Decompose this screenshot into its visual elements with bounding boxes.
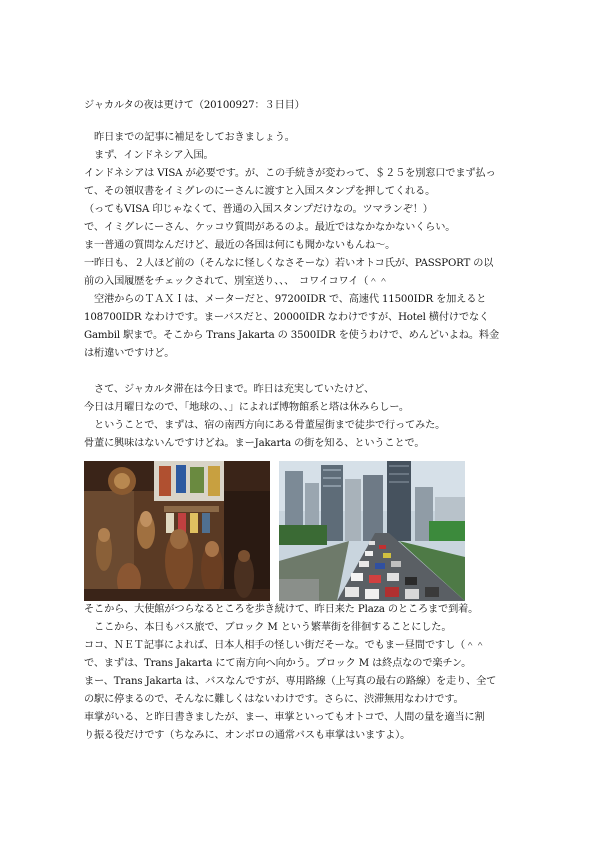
body-line: 車掌がいる、と昨日書きましたが、まー、車掌といってもオトコで、人間の量を適当に割 [84, 712, 485, 723]
antique-shop-photo [84, 461, 270, 601]
body-line: ここから、本日もバス旅で、ブロック M という繁華街を徘徊することにした。 [84, 622, 452, 633]
body-line: まず、インドネシア入国。 [84, 150, 214, 161]
body-line: で、まずは、Trans Jakarta にて南方向へ向かう。ブロック M は終点なので楽チン。 [84, 658, 472, 669]
body-line: ということで、まずは、宿の南西方向にある骨董屋街まで徒歩で行ってみた。 [84, 420, 446, 431]
body-line: ココ、ＮＥＴ記事によれば、日本人相手の怪しい街だそーな。でもまー昼間ですし（＾＾ [84, 640, 486, 651]
body-line: 一昨日も、２人ほど前の（そんなに怪しくなさそーな）若いオトコ氏が、PASSPORT の以 [84, 258, 494, 269]
body-line: 骨董に興味はないんですけどね。まーJakarta の街を知る、ということで。 [84, 438, 425, 449]
body-line: Gambil 駅まで。そこから Trans Jakarta の 3500IDR を使うわけで、めんどいよね。料金 [84, 330, 499, 341]
body-line: て、その領収書をイミグレのにーさんに渡すと入国スタンプを押してくれる。 [84, 186, 436, 197]
body-line: そこから、大使館がつらなるところを歩き続けて、昨日来た Plaza のところまで到着。 [84, 604, 479, 615]
body-line: 今日は月曜日なので、「地球の、、」によれば博物館系と塔は休みらしー。 [84, 402, 409, 413]
body-line: ま一普通の質問なんだけど、最近の各国は何にも聞かないもんね〜。 [84, 240, 396, 251]
body-line: （ってもVISA 印じゃなくて、普通の入国スタンプだけなの。ツマランぞ！） [84, 204, 433, 215]
body-line: り振る役だけです（ちなみに、オンボロの通常バスも車掌はいますよ）。 [84, 730, 411, 741]
body-line: 昨日までの記事に補足をしておきましょう。 [84, 132, 295, 143]
body-line: 空港からのＴＡＸＩは、メーターだと、97200IDR で、高速代 11500IDR を加えると [84, 294, 487, 305]
body-line: インドネシアは VISA が必要です。が、この手続きが変わって、＄２５を別窓口でまず払っ [84, 168, 496, 179]
body-line: は桁違いですけど。 [84, 348, 175, 359]
body-line: さて、ジャカルタ滞在は今日まで。昨日は充実していたけど、 [84, 384, 375, 395]
body-line: で、イミグレにーさん、ケッコウ質問があるのよ。最近ではなかなかないくらい。 [84, 222, 456, 233]
body-line: の駅に停まるので、そんなに難しくはないわけです。さらに、渋滞無用なわけです。 [84, 694, 464, 705]
document-title: ジャカルタの夜は更けて（20100927：３日目） [84, 100, 305, 111]
body-line: まー、Trans Jakarta は、バスなんですが、専用路線（上写真の最右の路線）を走り、全て [84, 676, 497, 687]
body-line: 108700IDR なわけです。まーバスだと、20000IDR なわけですが、Hotel 横付けでなく [84, 312, 490, 323]
body-line: 前の入国履歴をチェックされて、別室送り、、、 コワイコワイ（＾＾ [84, 276, 389, 287]
jakarta-street-photo [279, 461, 465, 601]
